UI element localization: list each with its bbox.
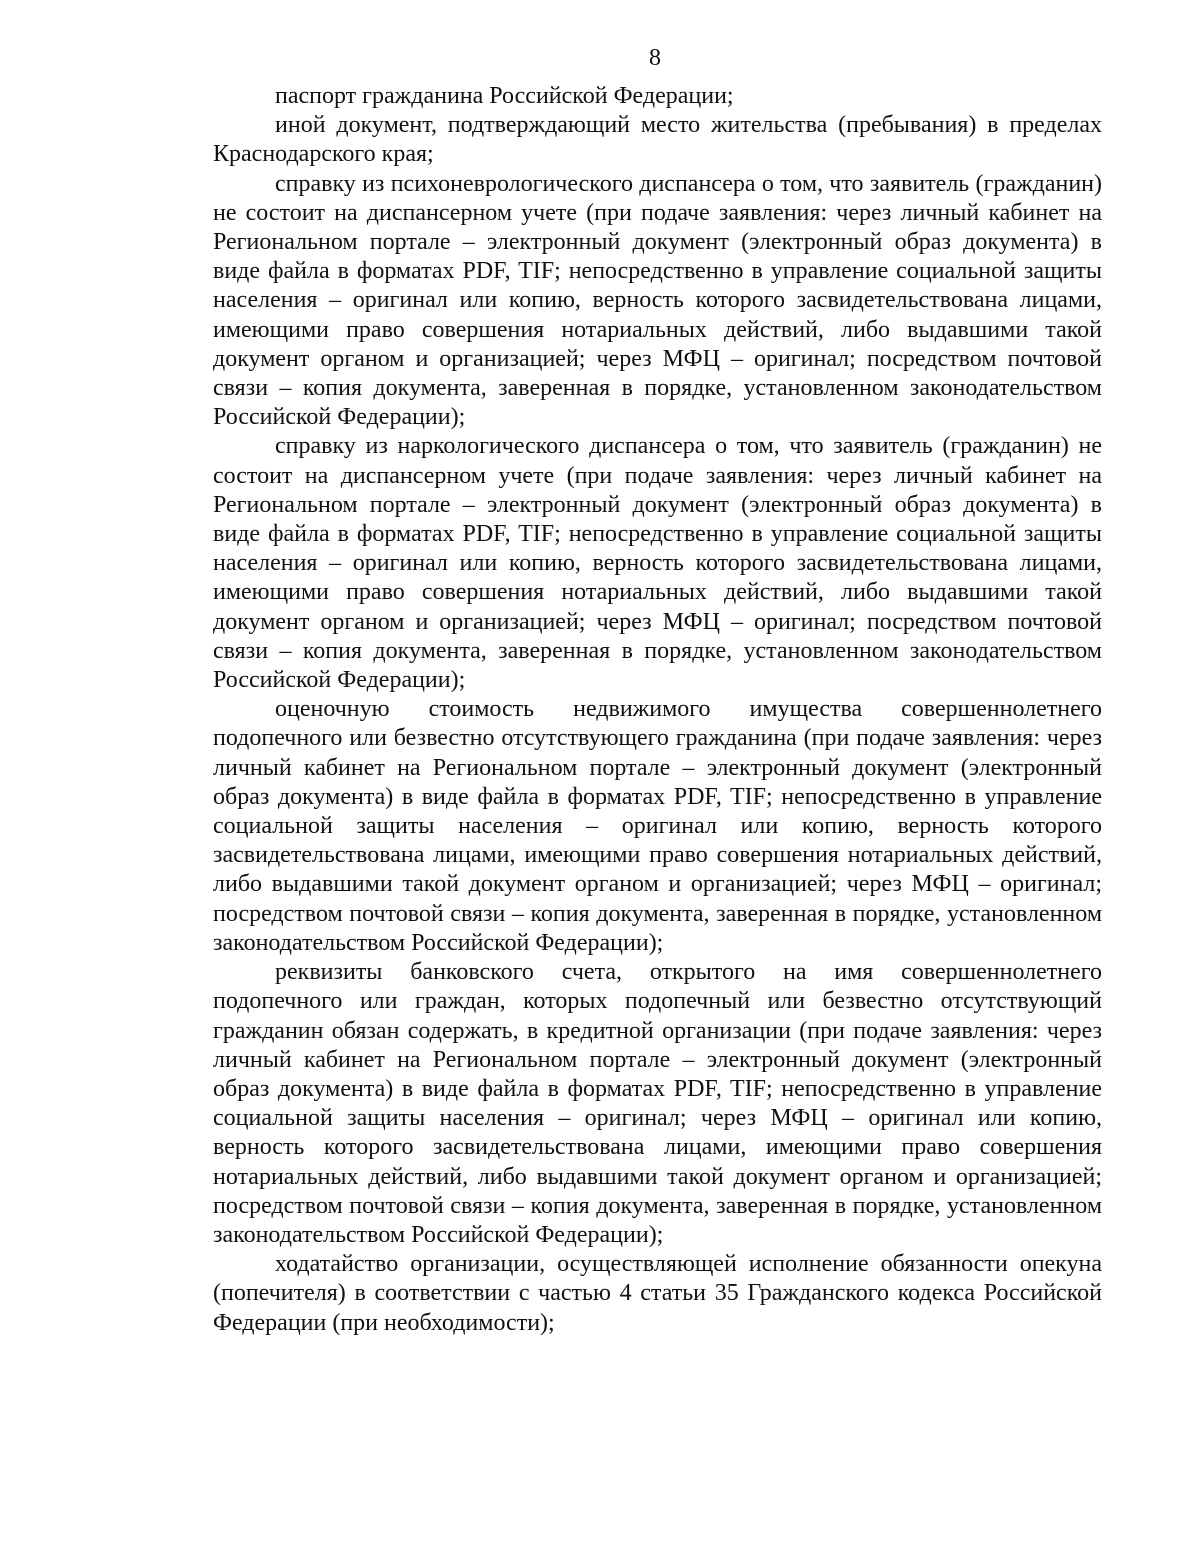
paragraph-psychoneurological-certificate: справку из психоневрологического диспансера о том, что заявитель (гражданин) не состоит на диспансерном учете (при подаче заявления: через личный кабинет на Региональном портале – электронный документ (электронный образ документа) в виде файла в форматах PDF, TIF; непосредственно в управление социальной защиты населения – оригинал или копию, верность которого засвидетельствована лицами, имеющими право совершения нотариальных действий, либо выдавшими такой документ органом и организацией; через МФЦ – оригинал; посредством почтовой связи – копия документа, заверенная в порядке, установленном законодательством Российской Федерации); — [213, 170, 1102, 431]
page-number: 8 — [649, 45, 661, 71]
paragraph-passport: паспорт гражданина Российской Федерации; — [275, 83, 734, 109]
paragraph-residence-document: иной документ, подтверждающий место жительства (пребывания) в пределах Краснодарского края; — [213, 112, 1102, 168]
document-body — [213, 82, 1102, 1338]
paragraph-narcological-certificate: справку из наркологического диспансера о том, что заявитель (гражданин) не состоит на диспансерном учете (при подаче заявления: через личный кабинет на Региональном портале – электронный документ (электронный образ документа) в виде файла в форматах PDF, TIF; непосредственно в управление социальной защиты населения – оригинал или копию, верность которого засвидетельствована лицами, имеющими право совершения нотариальных действий, либо выдавшими такой документ органом и организацией; через МФЦ – оригинал; посредством почтовой связи – копия документа, заверенная в порядке, установленном законодательством Российской Федерации); — [213, 433, 1102, 694]
paragraph-organization-petition: ходатайство организации, осуществляющей исполнение обязанности опекуна (попечителя) в соответствии с частью 4 статьи 35 Гражданского кодекса Российской Федерации (при необходимости); — [213, 1251, 1102, 1336]
paragraph-property-valuation: оценочную стоимость недвижимого имущества совершеннолетнего подопечного или безвестно отсутствующего гражданина (при подаче заявления: через личный кабинет на Региональном портале – электронный документ (электронный образ документа) в виде файла в форматах PDF, TIF; непосредственно в управление социальной защиты населения – оригинал или копию, верность которого засвидетельствована лицами, имеющими право совершения нотариальных действий, либо выдавшими такой документ органом и организацией; через МФЦ – оригинал; посредством почтовой связи – копия документа, заверенная в порядке, установленном законодательством Российской Федерации); — [213, 696, 1102, 956]
paragraph-bank-details: реквизиты банковского счета, открытого на имя совершеннолетнего подопечного или граждан, которых подопечный или безвестно отсутствующий гражданин обязан содержать, в кредитной организации (при подаче заявления: через личный кабинет на Региональном портале – электронный документ (электронный образ документа) в виде файла в форматах PDF, TIF; непосредственно в управление социальной защиты населения – оригинал; через МФЦ – оригинал или копию, верность которого засвидетельствована лицами, имеющими право совершения нотариальных действий, либо выдавшими такой документ органом и организацией; посредством почтовой связи – копия документа, заверенная в порядке, установленном законодательством Российской Федерации); — [213, 959, 1102, 1248]
